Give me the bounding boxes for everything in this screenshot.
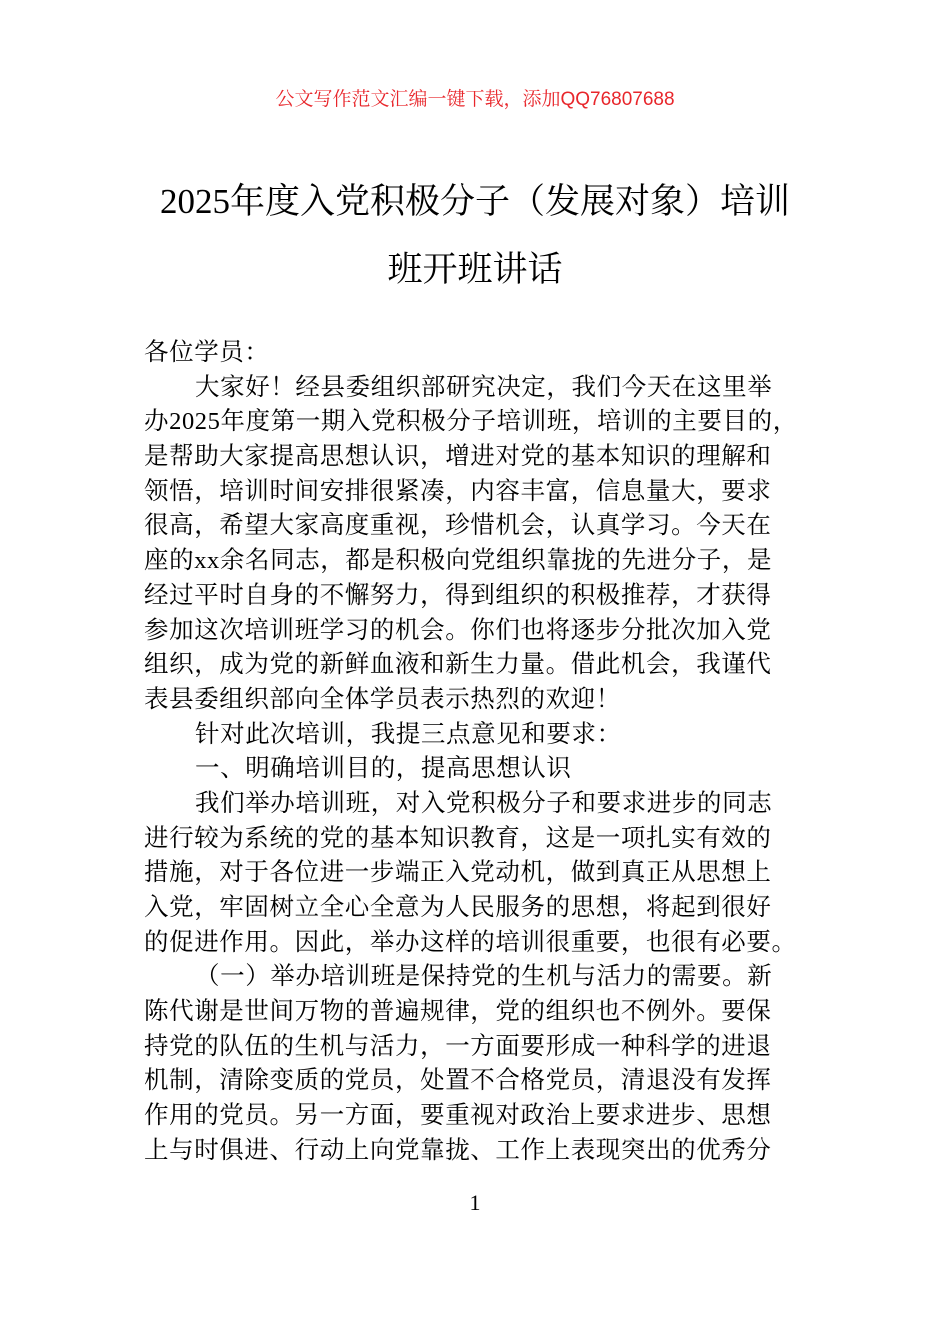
text-line: 陈代谢是世间万物的普遍规律，党的组织也不例外。要保 <box>144 998 772 1026</box>
text-line: 针对此次培训，我提三点意见和要求： <box>195 720 622 748</box>
text-line: 办2025年度第一期入党积极分子培训班，培训的主要目的， <box>144 408 798 436</box>
text-line: 组织，成为党的新鲜血液和新生力量。借此机会，我谨代 <box>144 651 772 679</box>
text-line: 经过平时自身的不懈努力，得到组织的积极推荐，才获得 <box>144 581 772 609</box>
download-banner: 公文写作范文汇编一键下载，添加QQ76807688 <box>275 89 675 110</box>
text-line: 进行较为系统的党的基本知识教育，这是一项扎实有效的 <box>144 824 772 852</box>
text-line: 表县委组织部向全体学员表示热烈的欢迎！ <box>144 685 621 713</box>
text-line: 的促进作用。因此，举办这样的培训很重要，也很有必要。 <box>144 928 797 956</box>
text-line: 大家好！经县委组织部研究决定，我们今天在这里举 <box>195 373 773 401</box>
text-line: 我们举办培训班，对入党积极分子和要求进步的同志 <box>195 789 773 817</box>
document-title-line-2: 班开班讲话 <box>387 250 563 289</box>
text-line: 领悟，培训时间安排很紧凑，内容丰富，信息量大，要求 <box>144 477 772 505</box>
text-line: 措施，对于各位进一步端正入党动机，做到真正从思想上 <box>144 859 772 887</box>
document-body <box>144 336 824 1169</box>
text-line: 一、明确培训目的，提高思想认识 <box>195 755 572 783</box>
text-line: 作用的党员。另一方面，要重视对政治上要求进步、思想 <box>144 1102 772 1130</box>
text-line: 机制，清除变质的党员，处置不合格党员，清退没有发挥 <box>144 1067 772 1095</box>
page-number: 1 <box>469 1190 481 1215</box>
text-line: 很高，希望大家高度重视，珍惜机会，认真学习。今天在 <box>144 512 772 540</box>
document-title-line-1: 2025年度入党积极分子（发展对象）培训 <box>159 182 790 221</box>
text-line: 各位学员： <box>144 339 270 366</box>
text-line: （一）举办培训班是保持党的生机与活力的需要。新 <box>195 963 773 991</box>
text-line: 持党的队伍的生机与活力，一方面要形成一种科学的进退 <box>144 1032 772 1060</box>
text-line: 座的xx余名同志，都是积极向党组织靠拢的先进分子，是 <box>144 547 773 575</box>
text-line: 参加这次培训班学习的机会。你们也将逐步分批次加入党 <box>144 616 772 644</box>
text-line: 是帮助大家提高思想认识，增进对党的基本知识的理解和 <box>144 443 772 471</box>
text-line: 入党，牢固树立全心全意为人民服务的思想，将起到很好 <box>144 894 772 921</box>
text-line: 上与时俱进、行动上向党靠拢、工作上表现突出的优秀分 <box>144 1136 772 1164</box>
